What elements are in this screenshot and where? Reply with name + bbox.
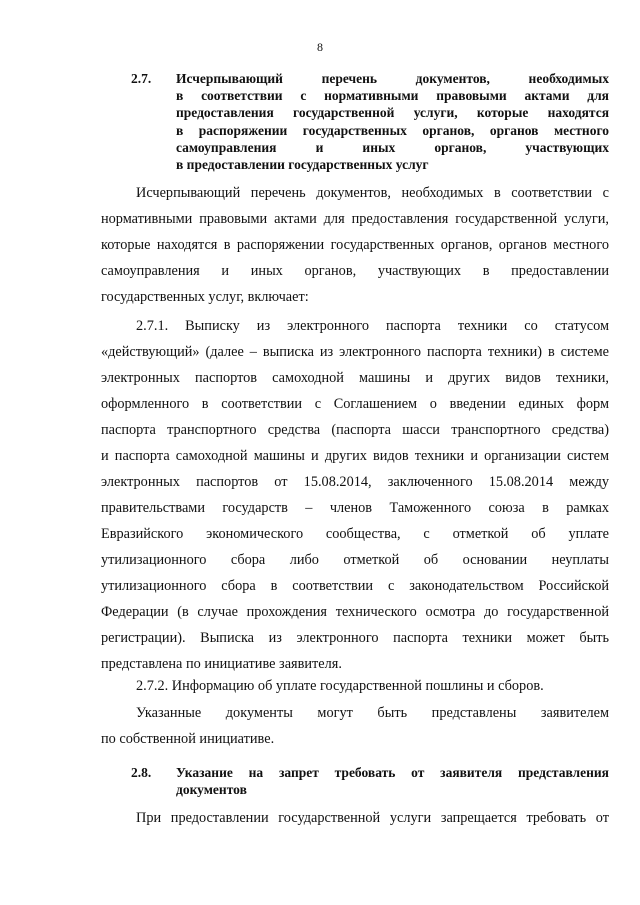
section-number: 2.7. [131, 71, 152, 86]
text-line: электронных паспортов от 15.08.2014, заключенного 15.08.2014 между [101, 474, 609, 490]
section-title [176, 70, 609, 173]
text-line: Указанные документы могут быть представлены заявителем [136, 705, 609, 721]
text-line: Исчерпывающий перечень документов, необходимых в соответствии с [136, 185, 609, 201]
paragraph-intro [101, 180, 609, 310]
text-line: «действующий» (далее – выписка из электронного паспорта техники) в системе [101, 344, 609, 360]
text-line: паспорта транспортного средства (паспорта шасси транспортного средства) [101, 422, 609, 438]
text-line: которые находятся в распоряжении государственных органов, органов местного [101, 237, 609, 253]
text-line: правительствами государств – членов Таможенного союза в рамках [101, 500, 609, 516]
section-title-line: предоставления государственной услуги, которые находятся [176, 105, 609, 121]
paragraph-last [101, 805, 609, 831]
text-line: представлена по инициативе заявителя. [101, 656, 342, 672]
text-line: оформленного в соответствии с Соглашением о введении единых форм [101, 396, 609, 412]
text-line: государственных услуг, включает: [101, 289, 309, 305]
text-line: по собственной инициативе. [101, 731, 275, 747]
text-line: 2.7.1. Выписку из электронного паспорта техники со статусом [136, 318, 609, 334]
section-title [176, 764, 609, 798]
text-line: нормативными правовыми актами для предоставления государственной услуги, [101, 211, 609, 227]
section-title-line: самоуправления и иных органов, участвующих [176, 139, 609, 155]
text-line: самоуправления и иных органов, участвующих в предоставлении [101, 263, 609, 279]
paragraph-2-7-1 [101, 313, 609, 677]
text-line: и паспорта самоходной машины и других видов техники и организации систем [101, 448, 609, 464]
page-number: 8 [317, 40, 323, 54]
text-line: утилизационного сбора в соответствии с законодательством Российской [101, 578, 609, 594]
text-line: утилизационного сбора либо отметкой об основании неуплаты [101, 552, 609, 568]
text-line: регистрации). Выписка из электронного паспорта техники может быть [101, 630, 609, 646]
text-line: Федерации (в случае прохождения технического осмотра до государственной [101, 604, 609, 620]
section-title-line: документов [176, 782, 247, 798]
text-line: Евразийского экономического сообщества, с отметкой об уплате [101, 526, 609, 542]
text-line: электронных паспортов самоходной машины и других видов техники, [101, 370, 609, 386]
text-line: При предоставлении государственной услуги запрещается требовать от [136, 810, 609, 826]
section-title-line: в распоряжении государственных органов, органов местного [176, 122, 609, 138]
section-title-line: в соответствии с нормативными правовыми актами для [176, 88, 609, 104]
paragraph-2-7-2 [101, 673, 609, 699]
section-title-line: Указание на запрет требовать от заявителя представления [176, 765, 609, 780]
paragraph-documents-note [101, 700, 609, 752]
text-line: 2.7.2. Информацию об уплате государственной пошлины и сборов. [136, 678, 544, 694]
section-title-line: в предоставлении государственных услуг [176, 157, 429, 173]
section-number: 2.8. [131, 765, 152, 780]
section-title-line: Исчерпывающий перечень документов, необходимых [176, 71, 609, 86]
